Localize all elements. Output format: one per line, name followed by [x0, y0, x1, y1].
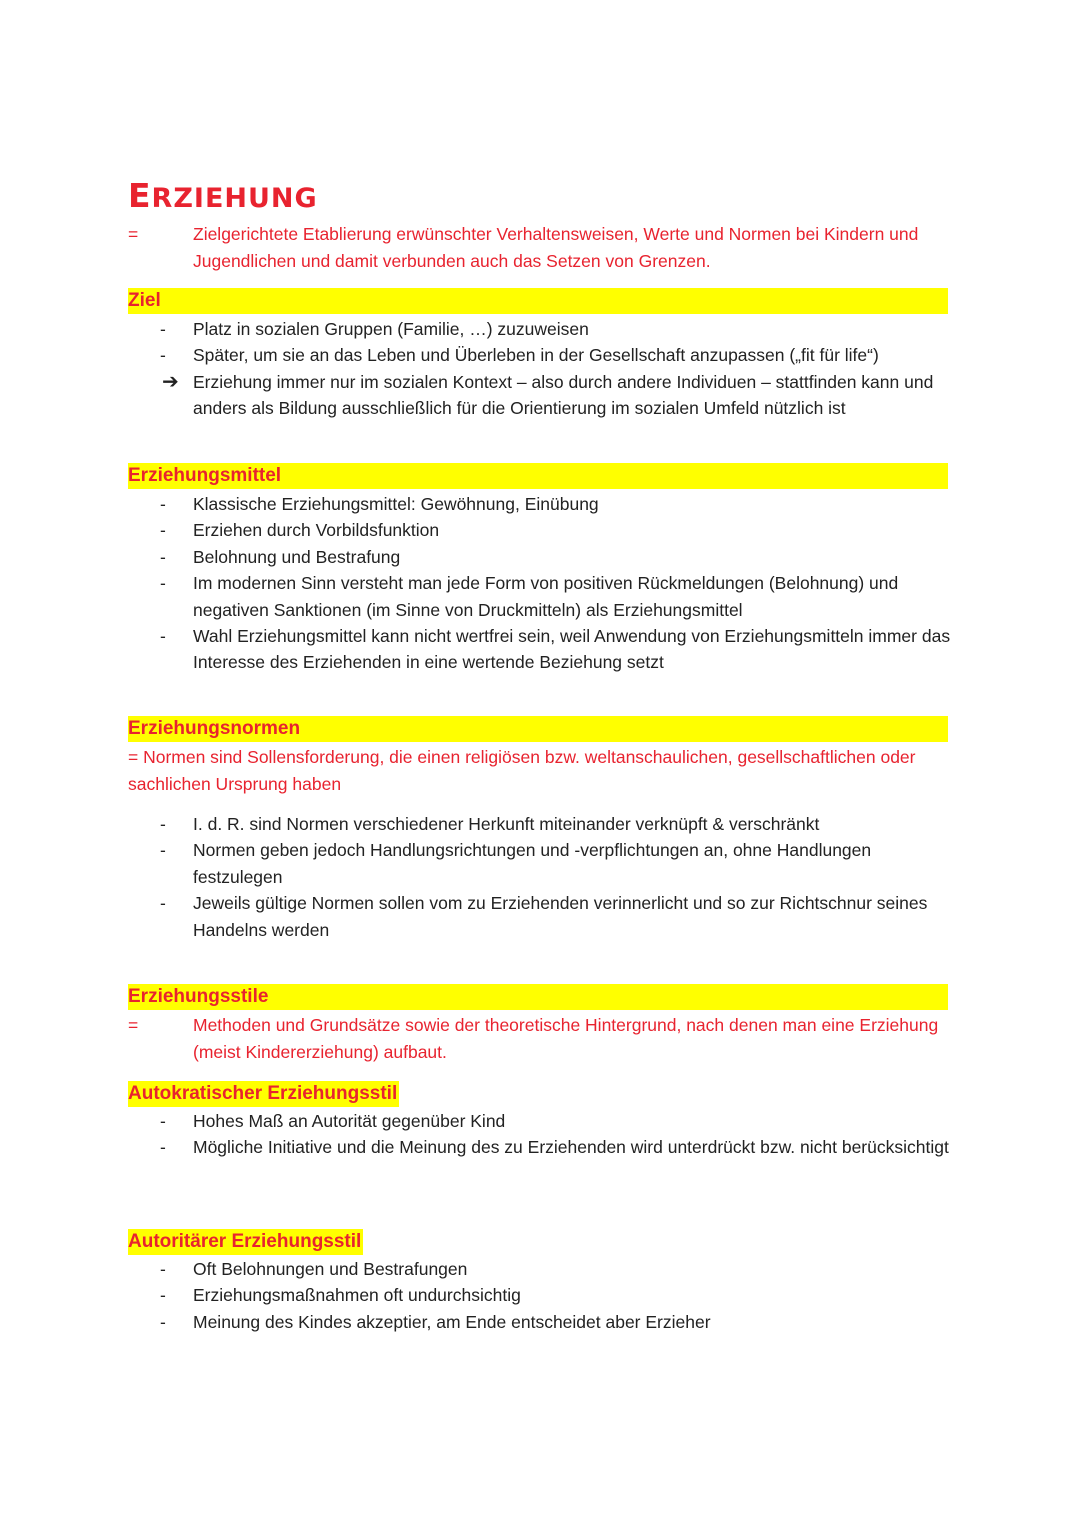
bullet-dash: -	[160, 319, 166, 339]
bullet-dash: -	[160, 840, 166, 861]
bullet-dash: -	[160, 546, 166, 567]
bullet-dash: -	[160, 573, 166, 594]
list-item	[128, 1282, 958, 1308]
heading-erziehungsmittel: Erziehungsmittel	[128, 463, 948, 489]
list-item	[128, 316, 958, 342]
list-item	[128, 837, 958, 890]
list-item	[128, 623, 958, 676]
list-item	[128, 491, 958, 517]
autokratisch-list	[128, 1108, 958, 1161]
list-item-text: Erziehen durch Vorbildsfunktion	[193, 520, 440, 541]
mittel-list	[128, 491, 958, 676]
bullet-dash: -	[160, 1259, 166, 1279]
conclusion-item	[128, 369, 958, 422]
bullet-dash: -	[160, 1137, 166, 1158]
heading-autokratischer-stil: Autokratischer Erziehungsstil	[128, 1081, 399, 1107]
list-item	[128, 811, 958, 837]
erziehung-definition	[128, 221, 958, 274]
bullet-dash: -	[160, 345, 166, 366]
list-item	[128, 1309, 958, 1335]
bullet-dash: -	[160, 520, 166, 541]
conclusion-text: Erziehung immer nur im sozialen Kontext – also durch andere Individuen – stattfinden kann und anders als Bildung ausschließlich für die Orientierung im sozialen Umfeld nützlich ist	[193, 371, 934, 419]
autoritaer-list	[128, 1256, 958, 1335]
list-item-text: Meinung des Kindes akzeptier, am Ende entscheidet aber Erzieher	[193, 1311, 711, 1332]
bullet-dash: -	[160, 814, 166, 834]
definition-equals: =	[128, 1015, 139, 1035]
bullet-dash: -	[160, 1311, 166, 1332]
heading-erziehungsnormen: Erziehungsnormen	[128, 716, 948, 742]
title-rest: RZIEHUNG	[151, 183, 318, 214]
list-item	[128, 544, 958, 570]
arrow-right-icon: ➔	[162, 370, 179, 393]
list-item-text: Mögliche Initiative und die Meinung des zu Erziehenden wird unterdrückt bzw. nicht berücksichtigt	[193, 1137, 949, 1158]
normen-definition: = Normen sind Sollensforderung, die einen religiösen bzw. weltanschaulichen, gesellschaftlichen oder sachlichen Ursprung haben	[128, 747, 916, 794]
list-item-text: Später, um sie an das Leben und Überleben in der Gesellschaft anzupassen („fit für life“)	[193, 345, 879, 366]
list-item-text: Hohes Maß an Autorität gegenüber Kind	[193, 1111, 506, 1131]
list-item	[128, 1256, 958, 1282]
list-item-text: Normen geben jedoch Handlungsrichtungen und -verpflichtungen an, ohne Handlungen festzulegen	[193, 840, 872, 887]
list-item-text: Platz in sozialen Gruppen (Familie, …) zuzuweisen	[193, 319, 589, 339]
bullet-dash: -	[160, 1111, 166, 1131]
definition-text: Zielgerichtete Etablierung erwünschter Verhaltensweisen, Werte und Normen bei Kindern und Jugendlichen und damit verbunden auch das Setzen von Grenzen.	[193, 224, 919, 271]
list-item	[128, 890, 958, 943]
title-initial: E	[128, 176, 152, 215]
heading-erziehungsstile: Erziehungsstile	[128, 984, 948, 1010]
bullet-dash: -	[160, 494, 166, 514]
bullet-dash: -	[160, 1285, 166, 1306]
normen-list	[128, 811, 958, 943]
list-item	[128, 570, 958, 623]
definition-equals: =	[128, 224, 139, 244]
list-item-text: I. d. R. sind Normen verschiedener Herkunft miteinander verknüpft & verschränkt	[193, 814, 820, 834]
list-item-text: Oft Belohnungen und Bestrafungen	[193, 1259, 468, 1279]
ziel-list	[128, 316, 958, 422]
list-item-text: Belohnung und Bestrafung	[193, 546, 401, 567]
list-item	[128, 342, 958, 368]
stile-definition	[128, 1012, 958, 1065]
definition-text: Methoden und Grundsätze sowie der theoretische Hintergrund, nach denen man eine Erziehung (meist Kindererziehung) aufbaut.	[193, 1015, 939, 1062]
heading-autoritaerer-stil: Autoritärer Erziehungsstil	[128, 1229, 363, 1255]
bullet-dash: -	[160, 626, 166, 647]
list-item	[128, 1134, 958, 1160]
page-title	[128, 176, 318, 215]
list-item-text: Jeweils gültige Normen sollen vom zu Erziehenden verinnerlicht und so zur Richtschnur seines Handelns werden	[193, 893, 928, 940]
heading-ziel: Ziel	[128, 288, 948, 314]
list-item-text: Wahl Erziehungsmittel kann nicht wertfrei sein, weil Anwendung von Erziehungsmitteln immer das Interesse des Erziehenden in eine wertende Beziehung setzt	[193, 626, 951, 673]
bullet-dash: -	[160, 893, 166, 914]
list-item	[128, 517, 958, 543]
list-item-text: Klassische Erziehungsmittel: Gewöhnung, Einübung	[193, 494, 599, 514]
list-item-text: Im modernen Sinn versteht man jede Form von positiven Rückmeldungen (Belohnung) und negativen Sanktionen (im Sinne von Druckmitteln) als Erziehungsmittel	[193, 573, 899, 620]
list-item	[128, 1108, 958, 1134]
list-item-text: Erziehungsmaßnahmen oft undurchsichtig	[193, 1285, 521, 1306]
